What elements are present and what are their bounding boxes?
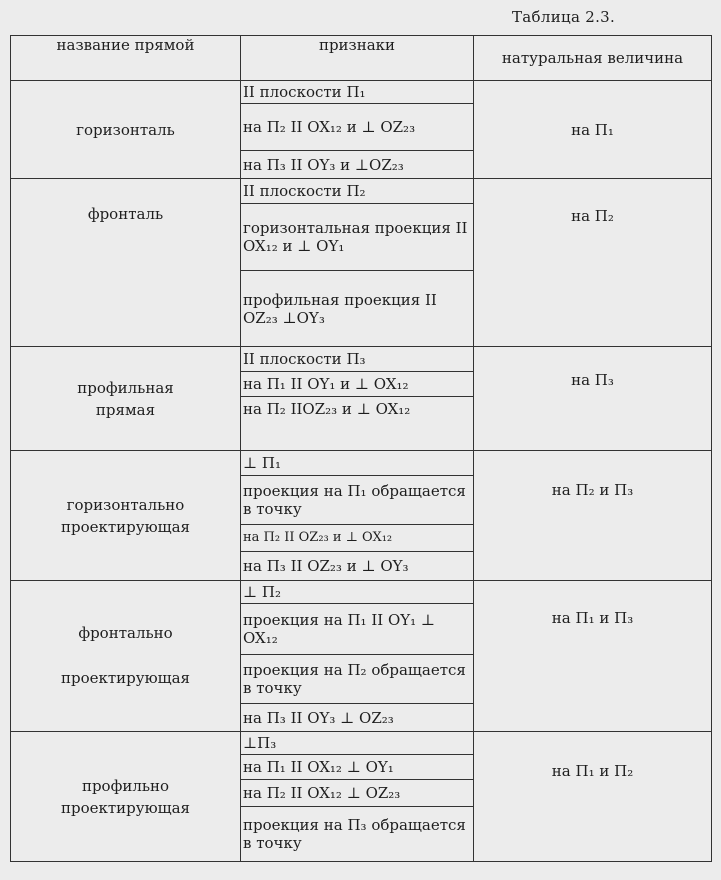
- features-cell: [241, 347, 474, 451]
- feature-item: на П₁ II OX₁₂ ⊥ OY₁: [241, 755, 473, 780]
- natural-size: на П₂ и П₃: [474, 451, 712, 581]
- lines-classification-table: [10, 35, 712, 862]
- feature-item: ⊥ П₁: [241, 451, 473, 476]
- line-name: горизонталь: [11, 81, 241, 179]
- line-name: профильная прямая: [11, 347, 241, 451]
- feature-item: проекция на П₁ обращается в точку: [241, 476, 473, 525]
- table-row: [11, 581, 712, 732]
- feature-item: II плоскости П₁: [241, 81, 473, 104]
- header-name: название прямой: [11, 36, 241, 81]
- feature-item: на П₂ II OZ₂₃ и ⊥ OX₁₂: [241, 525, 473, 552]
- features-cell: [241, 179, 474, 347]
- feature-item: на П₂ IIOZ₂₃ и ⊥ OX₁₂: [243, 400, 411, 418]
- header-row: [11, 36, 712, 81]
- natural-size: на П₁ и П₃: [474, 581, 712, 732]
- natural-size: на П₁ и П₂: [474, 732, 712, 862]
- features-cell: [241, 732, 474, 862]
- feature-item: ⊥ П₂: [241, 581, 473, 604]
- feature-item: на П₃ II OZ₂₃ и ⊥ OY₃: [243, 557, 409, 575]
- feature-item: II плоскости П₂: [241, 179, 473, 204]
- feature-item: ⊥П₃: [241, 732, 473, 755]
- feature-item: на П₂ II OX₁₂ ⊥ OZ₂₃: [241, 780, 473, 807]
- table-row: [11, 81, 712, 179]
- line-name: горизонтально проектирующая: [11, 451, 241, 581]
- feature-item: на П₃ II OY₃ и ⊥OZ₂₃: [243, 155, 404, 174]
- feature-item: проекция на П₂ обращается в точку: [241, 655, 473, 704]
- natural-size: на П₃: [474, 347, 712, 451]
- features-cell: [241, 451, 474, 581]
- header-features: признаки: [241, 36, 474, 81]
- line-name: фронталь: [11, 179, 241, 347]
- table-caption: Таблица 2.3.: [512, 8, 616, 26]
- table-row: [11, 179, 712, 347]
- natural-size: на П₂: [474, 179, 712, 347]
- feature-item: проекция на П₃ обращается в точку: [243, 816, 466, 852]
- feature-item: на П₃ II OY₃ ⊥ OZ₂₃: [243, 708, 394, 727]
- line-name: фронтально проектирующая: [11, 581, 241, 732]
- feature-item: горизонтальная проекция II OX₁₂ и ⊥ OY₁: [241, 204, 473, 271]
- table-row: [11, 347, 712, 451]
- table-row: [11, 732, 712, 862]
- natural-size: на П₁: [474, 81, 712, 179]
- feature-item: на П₁ II OY₁ и ⊥ OX₁₂: [241, 372, 473, 397]
- features-cell: [241, 581, 474, 732]
- line-name: профильно проектирующая: [11, 732, 241, 862]
- features-cell: [241, 81, 474, 179]
- table-row: [11, 451, 712, 581]
- feature-item: проекция на П₁ II OY₁ ⊥ OX₁₂: [241, 604, 473, 655]
- feature-item: на П₂ II OX₁₂ и ⊥ OZ₂₃: [241, 104, 473, 151]
- feature-item: профильная проекция II OZ₂₃ ⊥OY₃: [243, 290, 437, 327]
- header-natural: натуральная величина: [474, 36, 712, 81]
- feature-item: II плоскости П₃: [241, 347, 473, 372]
